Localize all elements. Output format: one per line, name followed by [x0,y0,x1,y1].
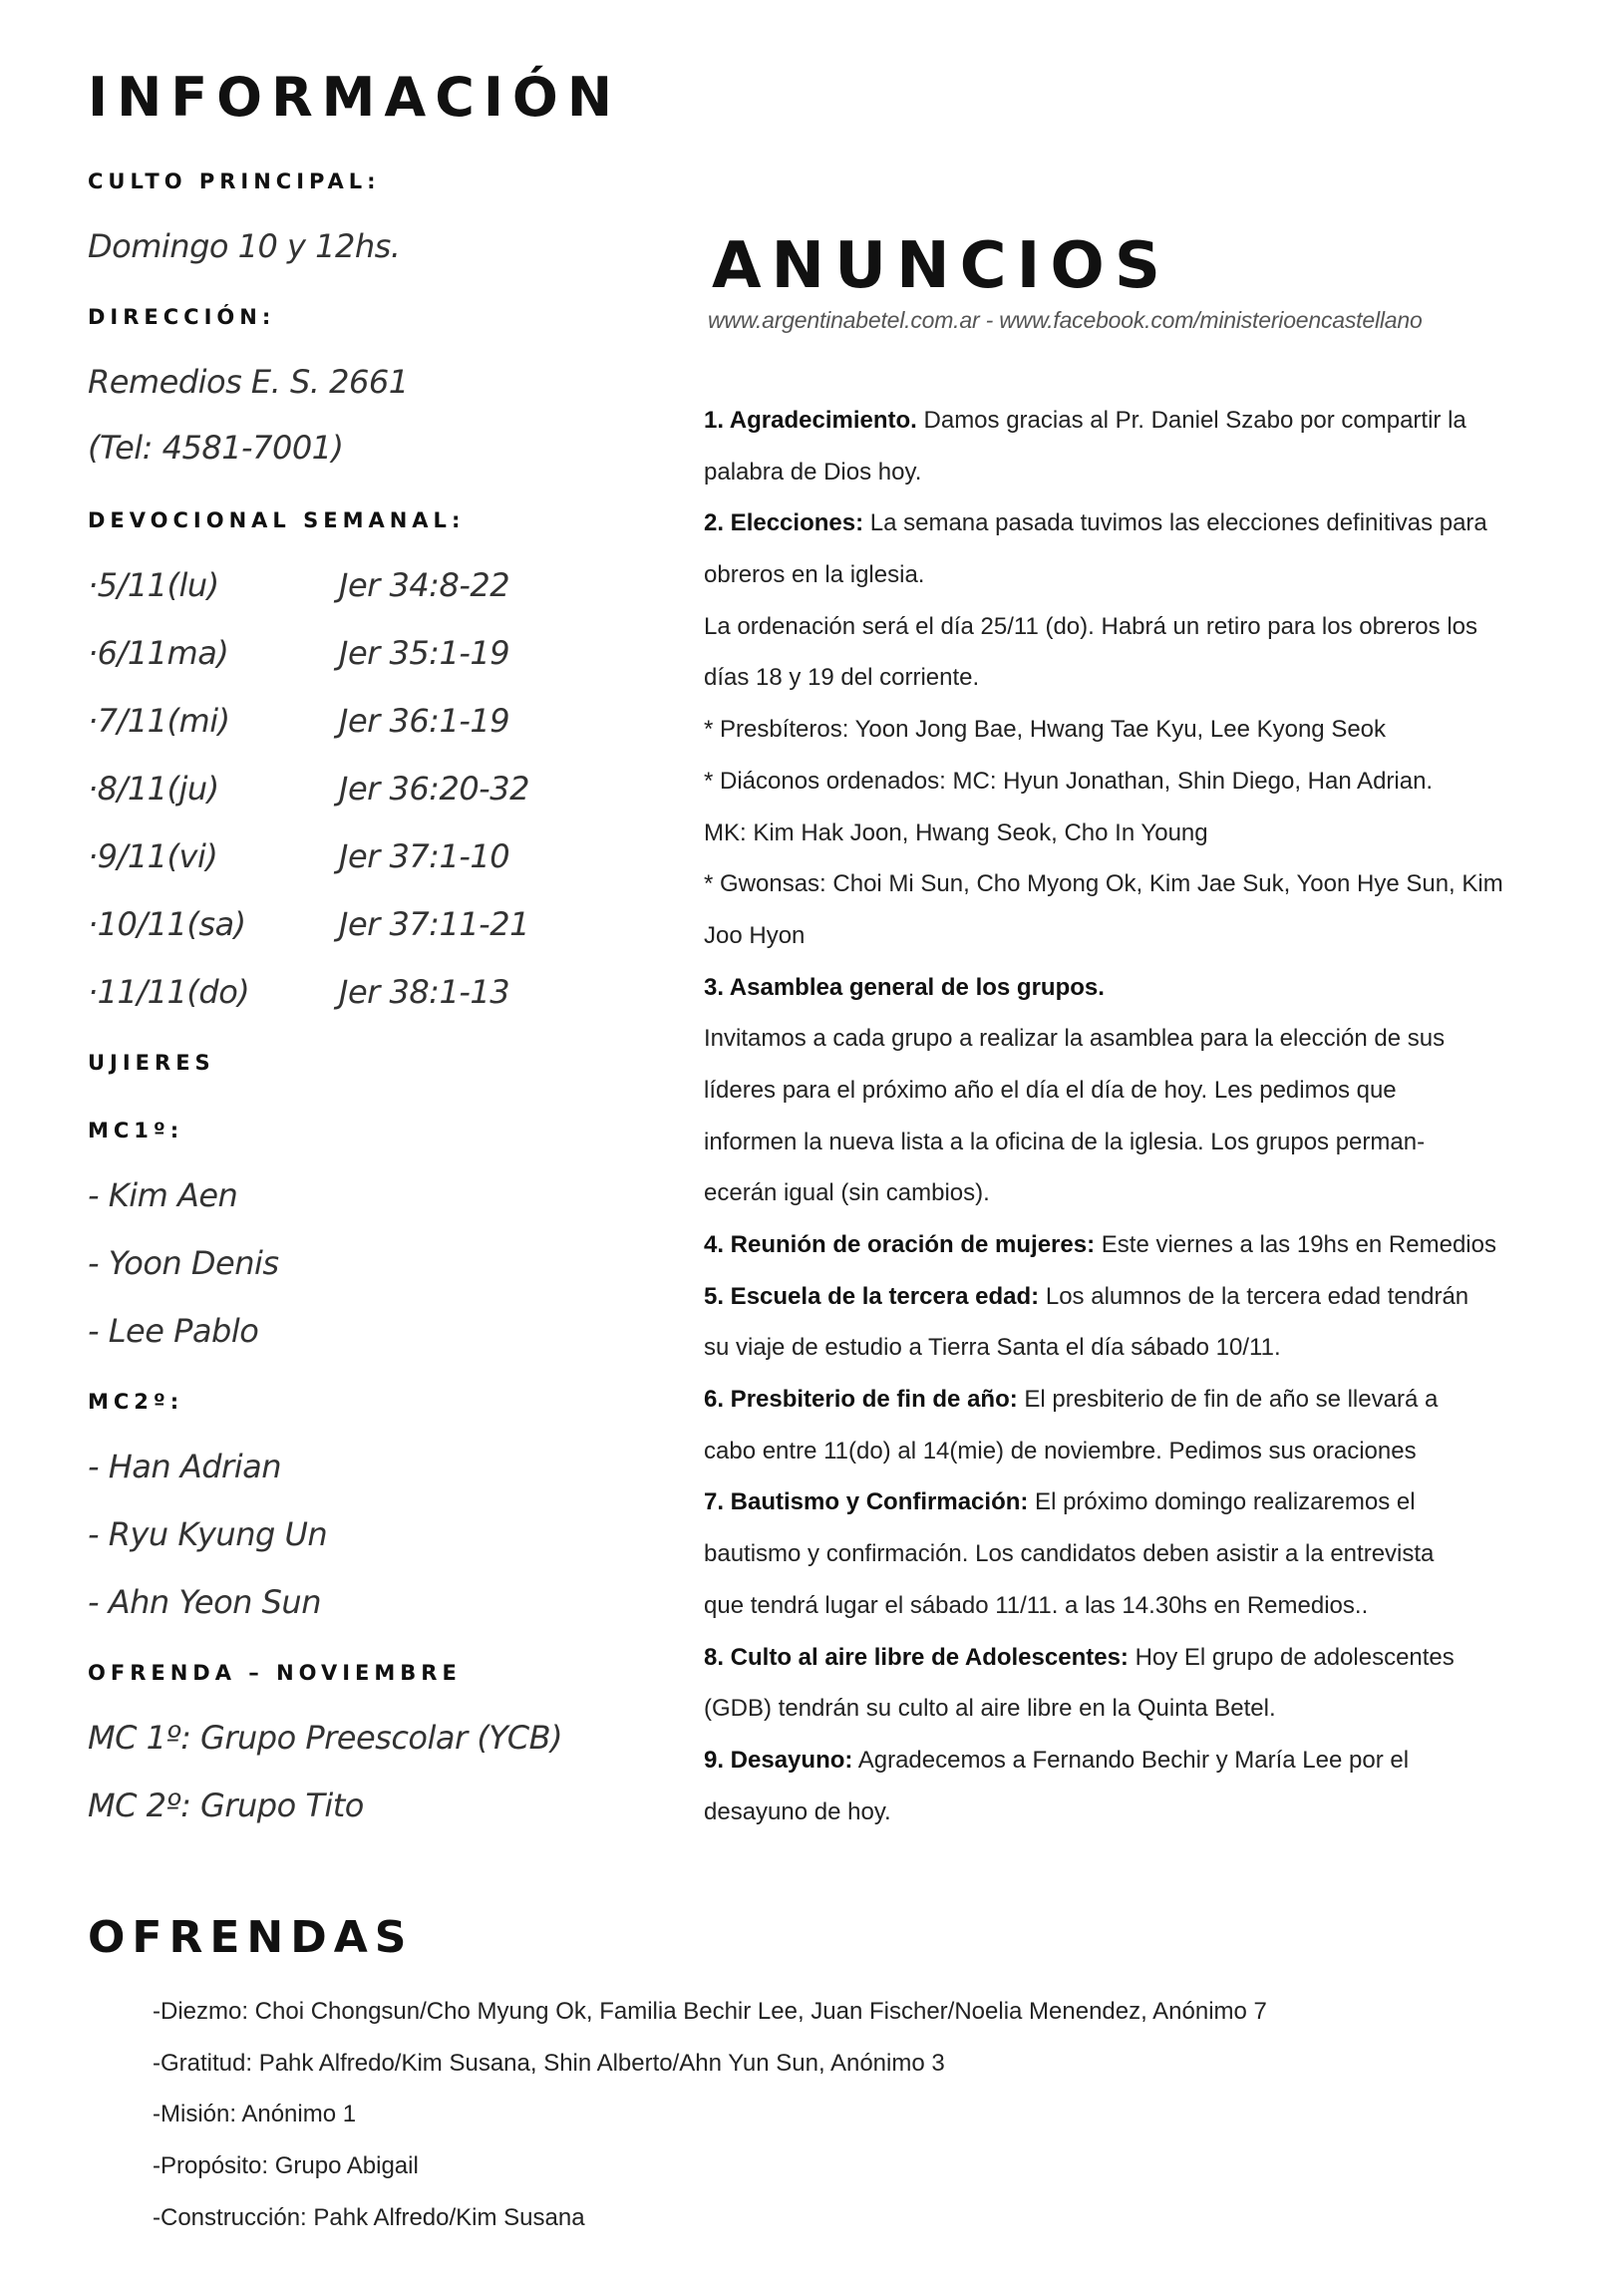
devocional-day: ·9/11(vi) [88,837,218,875]
announcement-heading: 5. Escuela de la tercera edad: [704,1282,1040,1310]
announcement-text: informen la nueva lista a la oficina de la iglesia. Los grupos perman- [704,1128,1426,1155]
announcement-line [704,1013,1541,1065]
announcement-line [704,756,1541,808]
announcement-text: El presbiterio de fin de año se llevará a [1017,1386,1439,1414]
announcement-line [704,1271,1541,1323]
devocional-passage: Jer 36:20-32 [339,770,529,808]
announcement-line [704,962,1541,1014]
announcement-text: palabra de Dios hoy. [704,458,922,486]
announcement-line [704,1735,1541,1787]
devocional-passage: Jer 34:8-22 [339,566,510,604]
announcement-line [704,1065,1541,1117]
ujieres-label: UJIERES [88,1051,215,1075]
announcement-line [704,549,1541,601]
direccion-line2: (Tel: 4581-7001) [88,429,344,467]
devocional-passage: Jer 35:1-19 [339,634,510,672]
mc2-label: MC2º: [88,1390,184,1414]
ofrenda-item: -Gratitud: Pahk Alfredo/Kim Susana, Shin Alberto/Ahn Yun Sun, Anónimo 3 [153,2049,945,2077]
announcement-text: * Presbíteros: Yoon Jong Bae, Hwang Tae Kyu, Lee Kyong Seok [704,716,1387,744]
mc1-label: MC1º: [88,1119,184,1142]
announcement-line [704,1787,1541,1838]
announcement-line [704,910,1541,962]
announcement-line [704,808,1541,859]
announcement-text: su viaje de estudio a Tierra Santa el día sábado 10/11. [704,1334,1281,1362]
announcement-heading: 2. Elecciones: [704,509,864,537]
announcement-text: bautismo y confirmación. Los candidatos deben asistir a la entrevista [704,1540,1435,1568]
announcement-line [704,1580,1541,1632]
ofrendas-title: OFRENDAS [88,1912,414,1963]
announcement-heading: 6. Presbiterio de fin de año: [704,1386,1018,1414]
anuncios-title: ANUNCIOS [712,229,1170,303]
announcement-line [704,858,1541,910]
ofrendas-list [153,1986,1548,2244]
announcement-heading: 7. Bautismo y Confirmación: [704,1488,1029,1516]
ofrenda-item: -Misión: Anónimo 1 [153,2101,357,2128]
devocional-day: ·8/11(ju) [88,770,219,808]
announcement-line [704,1632,1541,1684]
announcement-text: Joo Hyon [704,921,806,949]
devocional-day: ·10/11(sa) [88,905,246,943]
announcement-text: El próximo domingo realizaremos el [1028,1488,1416,1516]
devocional-label: DEVOCIONAL SEMANAL: [88,508,466,532]
announcement-heading: 9. Desayuno: [704,1746,853,1774]
announcement-line [704,1426,1541,1477]
announcement-line [704,1219,1541,1271]
announcement-line [704,497,1541,549]
announcement-text: MK: Kim Hak Joon, Hwang Seok, Cho In Young [704,818,1208,846]
devocional-passage: Jer 36:1-19 [339,702,510,740]
announcement-heading: 4. Reunión de oración de mujeres: [704,1231,1096,1258]
announcement-text: que tendrá lugar el sábado 11/11. a las 14.30hs en Remedios.. [704,1591,1369,1619]
announcement-heading: 3. Asamblea general de los grupos. [704,973,1105,1001]
announcement-text: (GDB) tendrán su culto al aire libre en la Quinta Betel. [704,1695,1276,1723]
announcement-text: Hoy El grupo de adolescentes [1128,1643,1455,1671]
announcement-text: días 18 y 19 del corriente. [704,664,980,692]
announcement-text: * Gwonsas: Choi Mi Sun, Cho Myong Ok, Kim Jae Suk, Yoon Hye Sun, Kim [704,870,1503,898]
devocional-day: ·7/11(mi) [88,702,230,740]
direccion-label: DIRECCIÓN: [88,305,276,329]
announcement-line [704,652,1541,704]
announcement-text: líderes para el próximo año el día el día de hoy. Les pedimos que [704,1076,1397,1104]
mc2-usher: - Han Adrian [88,1448,281,1485]
culto-label: CULTO PRINCIPAL: [88,169,381,193]
announcement-text: obreros en la iglesia. [704,561,925,589]
announcement-line [704,447,1541,498]
announcement-line [704,1167,1541,1219]
ofrenda-item: -Diezmo: Choi Chongsun/Cho Myung Ok, Familia Bechir Lee, Juan Fischer/Noelia Menendez, Anónimo 7 [153,1998,1267,2025]
announcement-line [704,704,1541,756]
announcement-line [704,1683,1541,1735]
announcement-text: Invitamos a cada grupo a realizar la asamblea para la elección de sus [704,1025,1446,1053]
announcement-line [704,601,1541,653]
announcement-line [704,1374,1541,1426]
announcement-text: Agradecemos a Fernando Bechir y María Lee por el [852,1746,1410,1774]
mc1-usher: - Lee Pablo [88,1312,259,1350]
announcements-list [704,395,1541,1837]
announcement-line [704,1322,1541,1374]
announcement-text: La semana pasada tuvimos las elecciones definitivas para [863,509,1487,537]
devocional-passage: Jer 38:1-13 [339,973,510,1011]
mc1-usher: - Kim Aen [88,1176,238,1214]
devocional-passage: Jer 37:11-21 [339,905,529,943]
mc1-usher: - Yoon Denis [88,1244,279,1282]
culto-value: Domingo 10 y 12hs. [88,227,401,265]
announcement-text: Este viernes a las 19hs en Remedios [1095,1231,1496,1258]
announcement-line [704,1476,1541,1528]
announcement-text: La ordenación será el día 25/11 (do). Habrá un retiro para los obreros los [704,612,1478,640]
devocional-passage: Jer 37:1-10 [339,837,510,875]
devocional-day: ·6/11ma) [88,634,229,672]
announcement-heading: 1. Agradecimiento. [704,407,917,434]
ofrenda-item: -Propósito: Grupo Abigail [153,2152,419,2180]
ofrenda-item: -Construcción: Pahk Alfredo/Kim Susana [153,2203,585,2231]
ofrenda-noviembre-label: OFRENDA – NOVIEMBRE [88,1661,462,1685]
mc2-usher: - Ahn Yeon Sun [88,1583,321,1621]
announcement-text: Damos gracias al Pr. Daniel Szabo por compartir la [916,407,1466,434]
devocional-day: ·11/11(do) [88,973,250,1011]
ofrenda-mc2: MC 2º: Grupo Tito [88,1787,364,1824]
announcement-text: cabo entre 11(do) al 14(mie) de noviembre. Pedimos sus oraciones [704,1437,1417,1465]
announcement-text: * Diáconos ordenados: MC: Hyun Jonathan, Shin Diego, Han Adrian. [704,767,1434,795]
announcement-text: desayuno de hoy. [704,1797,891,1825]
direccion-line1: Remedios E. S. 2661 [88,363,409,401]
info-title: INFORMACIÓN [88,66,622,129]
ofrenda-mc1: MC 1º: Grupo Preescolar (YCB) [88,1719,563,1757]
mc2-usher: - Ryu Kyung Un [88,1515,328,1553]
announcement-heading: 8. Culto al aire libre de Adolescentes: [704,1643,1129,1671]
devocional-day: ·5/11(lu) [88,566,219,604]
announcement-line [704,1117,1541,1168]
announcement-line [704,395,1541,447]
announcement-text: ecerán igual (sin cambios). [704,1179,990,1207]
anuncios-links: www.argentinabetel.com.ar - www.facebook.com/ministerioencastellano [708,307,1423,333]
announcement-text: Los alumnos de la tercera edad tendrán [1039,1282,1469,1310]
info-column [0,0,638,1854]
announcement-line [704,1528,1541,1580]
